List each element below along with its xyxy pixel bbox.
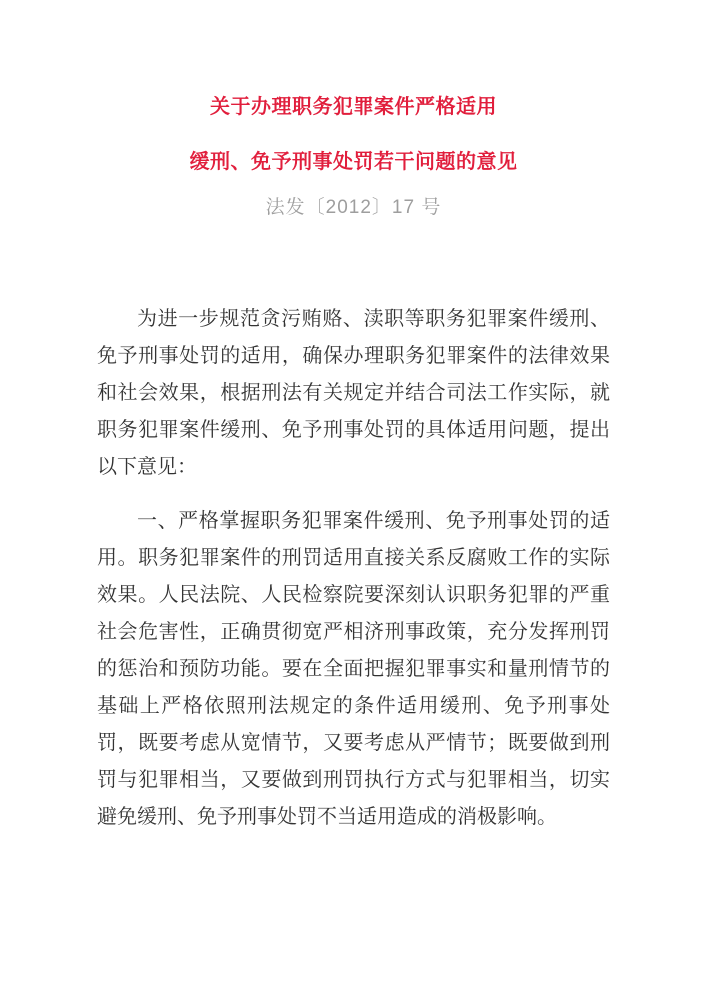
paragraph-section-1: 一、严格掌握职务犯罪案件缓刑、免予刑事处罚的适用。职务犯罪案件的刑罚适用直接关系反腐败工作的实际效果。人民法院、人民检察院要深刻认识职务犯罪的严重社会危害性，正确贯彻宽严相济刑事政策，充分发挥刑罚的惩治和预防功能。要在全面把握犯罪事实和量刑情节的基础上严格依照刑法规定的条件适用缓刑、免予刑事处罚，既要考虑从宽情节，又要考虑从严情节；既要做到刑罚与犯罪相当，又要做到刑罚执行方式与犯罪相当，切实避免缓刑、免予刑事处罚不当适用造成的消极影响。 <box>97 510 610 828</box>
paragraph-intro: 为进一步规范贪污贿赂、渎职等职务犯罪案件缓刑、免予刑事处罚的适用，确保办理职务犯罪案件的法律效果和社会效果，根据刑法有关规定并结合司法工作实际，就职务犯罪案件缓刑、免予刑事处罚的具体适用问题，提出以下意见： <box>97 308 610 478</box>
document-title-line1: 关于办理职务犯罪案件严格适用 <box>210 96 497 118</box>
document-title-line2: 缓刑、免予刑事处罚若干问题的意见 <box>189 151 518 173</box>
document-number: 法发〔2012〕17 号 <box>265 197 442 218</box>
document-body <box>97 301 610 836</box>
